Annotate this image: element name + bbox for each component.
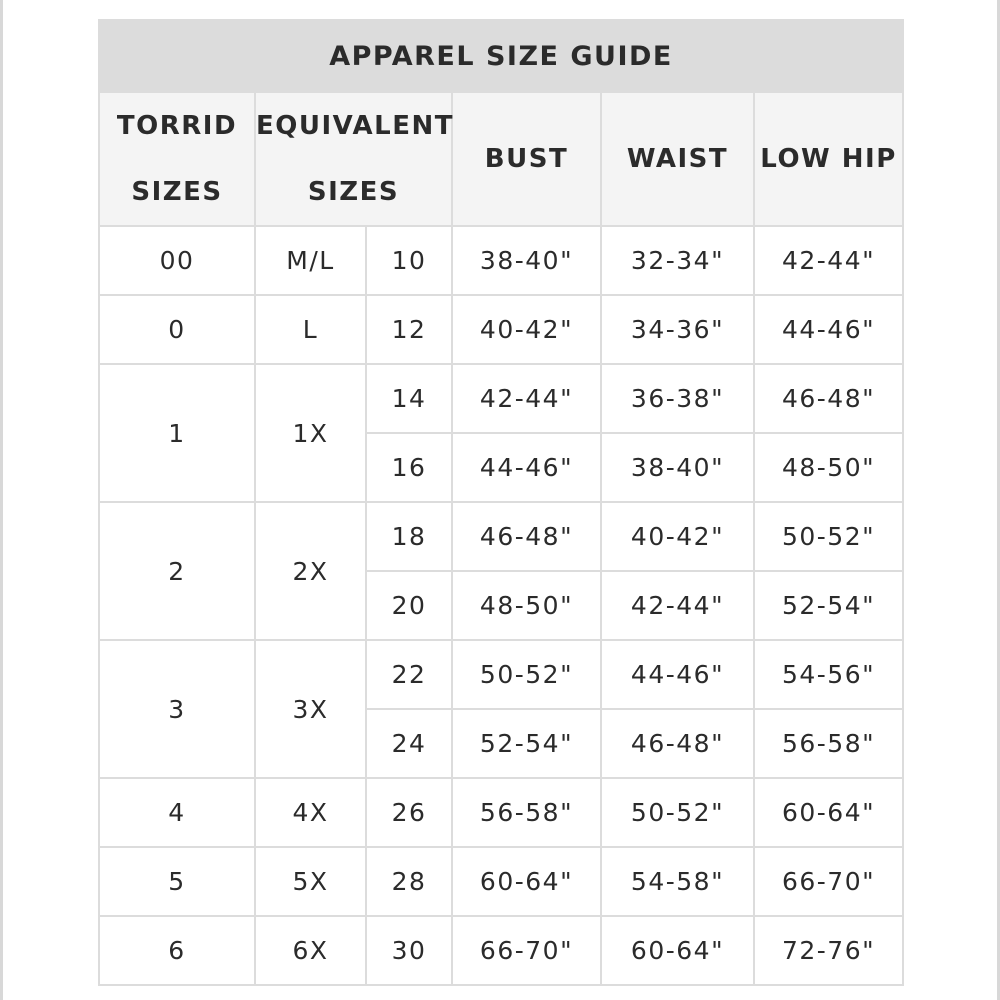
table-row [99,364,903,433]
low-hip-cell: 54-56" [754,640,903,709]
waist-cell: 36-38" [601,364,754,433]
equivalent-number-cell: 12 [366,295,452,364]
low-hip-cell: 50-52" [754,502,903,571]
table-row [99,226,903,295]
equivalent-number-cell: 28 [366,847,452,916]
header-torrid-sizes: TORRID SIZES [99,92,255,226]
equivalent-letter-cell: M/L [255,226,366,295]
low-hip-cell: 48-50" [754,433,903,502]
waist-cell: 38-40" [601,433,754,502]
torrid-size-cell: 5 [99,847,255,916]
bust-cell: 56-58" [452,778,601,847]
header-low-hip: LOW HIP [754,92,903,226]
low-hip-cell: 46-48" [754,364,903,433]
waist-cell: 60-64" [601,916,754,985]
equivalent-letter-cell: L [255,295,366,364]
waist-cell: 42-44" [601,571,754,640]
equivalent-number-cell: 10 [366,226,452,295]
bust-cell: 46-48" [452,502,601,571]
waist-cell: 50-52" [601,778,754,847]
header-bust: BUST [452,92,601,226]
torrid-size-cell: 3 [99,640,255,778]
waist-cell: 40-42" [601,502,754,571]
torrid-size-cell: 0 [99,295,255,364]
equivalent-number-cell: 30 [366,916,452,985]
table-row [99,778,903,847]
low-hip-cell: 72-76" [754,916,903,985]
table-row [99,640,903,709]
equivalent-letter-cell: 3X [255,640,366,778]
equivalent-letter-cell: 6X [255,916,366,985]
equivalent-number-cell: 26 [366,778,452,847]
equivalent-number-cell: 18 [366,502,452,571]
torrid-size-cell: 1 [99,364,255,502]
torrid-size-cell: 4 [99,778,255,847]
equivalent-number-cell: 16 [366,433,452,502]
waist-cell: 54-58" [601,847,754,916]
bust-cell: 38-40" [452,226,601,295]
waist-cell: 34-36" [601,295,754,364]
table-row [99,502,903,571]
bust-cell: 60-64" [452,847,601,916]
table-row [99,295,903,364]
waist-cell: 32-34" [601,226,754,295]
waist-cell: 46-48" [601,709,754,778]
low-hip-cell: 42-44" [754,226,903,295]
equivalent-letter-cell: 1X [255,364,366,502]
low-hip-cell: 60-64" [754,778,903,847]
bust-cell: 40-42" [452,295,601,364]
bust-cell: 44-46" [452,433,601,502]
header-equivalent-sizes: EQUIVALENT SIZES [255,92,452,226]
equivalent-number-cell: 14 [366,364,452,433]
torrid-size-cell: 00 [99,226,255,295]
low-hip-cell: 44-46" [754,295,903,364]
bust-cell: 48-50" [452,571,601,640]
equivalent-number-cell: 20 [366,571,452,640]
table-row [99,916,903,985]
low-hip-cell: 56-58" [754,709,903,778]
low-hip-cell: 52-54" [754,571,903,640]
size-guide-table [98,19,904,986]
equivalent-number-cell: 22 [366,640,452,709]
equivalent-number-cell: 24 [366,709,452,778]
torrid-size-cell: 2 [99,502,255,640]
equivalent-letter-cell: 5X [255,847,366,916]
bust-cell: 52-54" [452,709,601,778]
bust-cell: 66-70" [452,916,601,985]
size-table-body [99,226,903,985]
table-title: APPAREL SIZE GUIDE [99,20,903,92]
bust-cell: 50-52" [452,640,601,709]
equivalent-letter-cell: 2X [255,502,366,640]
bust-cell: 42-44" [452,364,601,433]
waist-cell: 44-46" [601,640,754,709]
equivalent-letter-cell: 4X [255,778,366,847]
header-waist: WAIST [601,92,754,226]
table-row [99,847,903,916]
torrid-size-cell: 6 [99,916,255,985]
low-hip-cell: 66-70" [754,847,903,916]
